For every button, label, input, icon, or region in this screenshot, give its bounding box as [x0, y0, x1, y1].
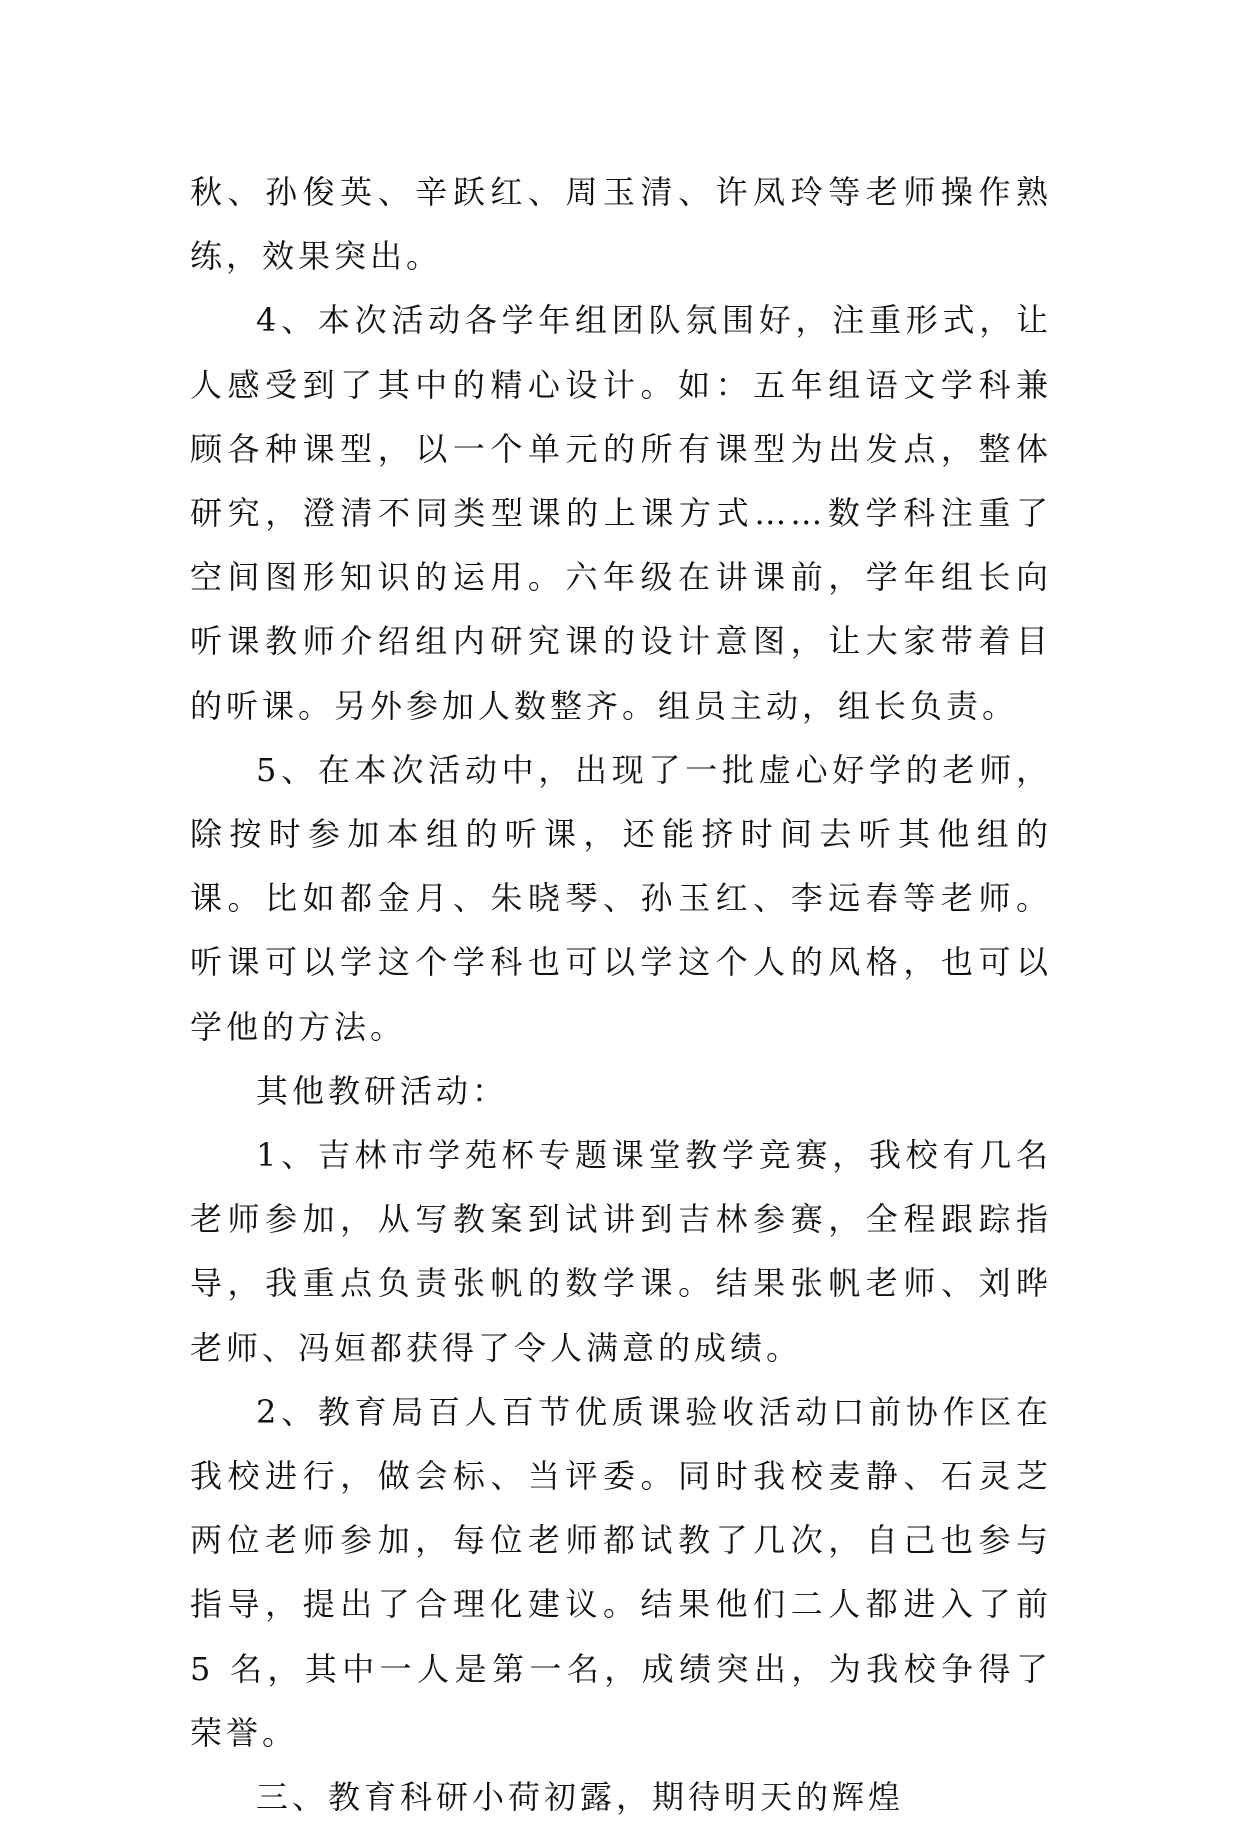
paragraph-activity-2: 2、教育局百人百节优质课验收活动口前协作区在我校进行，做会标、当评委。同时我校麦静、石灵芝两位老师参加，每位老师都试教了几次，自己也参与指导，提出了合理化建议。结果他们二人都进入了前 5 名，其中一人是第一名，成绩突出，为我校争得了荣誉。	[190, 1392, 1052, 1752]
paragraph-continuation: 秋、孙俊英、辛跃红、周玉清、许凤玲等老师操作熟练，效果突出。	[190, 173, 1052, 276]
paragraph-activity-1: 1、吉林市学苑杯专题课堂教学竞赛，我校有几名老师参加，从写教案到试讲到吉林参赛，全程跟踪指导，我重点负责张帆的数学课。结果张帆老师、刘晔老师、冯姮都获得了令人满意的成绩。	[190, 1136, 1052, 1367]
paragraph-item-5: 5、在本次活动中，出现了一批虚心好学的老师，除按时参加本组的听课，还能挤时间去听其他组的课。比如都金月、朱晓琴、孙玉红、李远春等老师。听课可以学这个学科也可以学这个人的风格，也可以学他的方法。	[190, 750, 1052, 1046]
document-body	[190, 160, 1052, 1829]
section-label-other-activities: 其他教研活动：	[256, 1071, 509, 1110]
paragraph-item-4: 4、本次活动各学年组团队氛围好，注重形式，让人感受到了其中的精心设计。如：五年组语文学科兼顾各种课型，以一个单元的所有课型为出发点，整体研究，澄清不同类型课的上课方式……数学科注重了空间图形知识的运用。六年级在讲课前，学年组长向听课教师介绍组内研究课的设计意图，让大家带着目的听课。另外参加人数整齐。组员主动，组长负责。	[190, 301, 1052, 725]
section-heading-3: 三、教育科研小荷初露，期待明天的辉煌	[256, 1778, 905, 1817]
